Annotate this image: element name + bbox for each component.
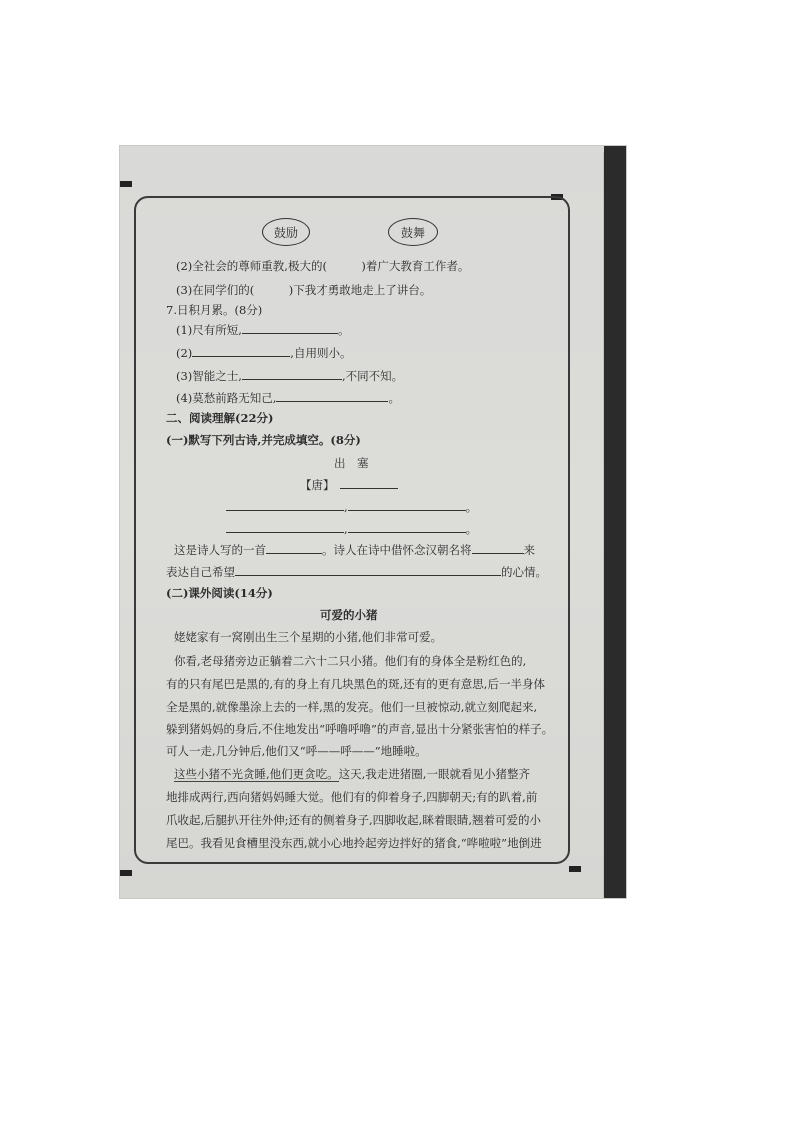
answer-blank[interactable] <box>276 391 388 402</box>
dark-background-edge <box>604 146 626 898</box>
poem-line-1: , 。 <box>226 500 477 514</box>
part-1-title: (一)默写下列古诗,并完成填空。(8分) <box>166 433 361 447</box>
poem-blank[interactable] <box>348 500 466 511</box>
poem-line-2: , 。 <box>226 522 477 536</box>
registration-mark <box>120 870 132 876</box>
story-p2-line: 你看,老母猪旁边正躺着二六十二只小猪。他们有的身体全是粉红色的, <box>174 654 527 668</box>
answer-blank[interactable] <box>192 346 290 357</box>
answer-blank[interactable] <box>242 369 342 380</box>
answer-blank[interactable] <box>472 543 524 554</box>
story-p2-line: 全是黑的,就像墨涂上去的一样,黑的发亮。他们一旦被惊动,就立刻爬起来, <box>166 700 538 714</box>
author-blank[interactable] <box>340 478 398 489</box>
story-p3-line: 地排成两行,西向猪妈妈睡大觉。他们有的仰着身子,四脚朝天;有的趴着,前 <box>166 790 538 804</box>
story-p2-line: 躲到猪妈妈的身后,不住地发出“呼噜呼噜”的声音,显出十分紧张害怕的样子。 <box>166 722 554 736</box>
poem-blank[interactable] <box>348 522 466 533</box>
poem-blank[interactable] <box>226 522 344 533</box>
word-oval-guwu: 鼓舞 <box>388 218 438 246</box>
poem-fill-line-1: 这是诗人写的一首 。诗人在诗中借怀念汉朝名将 来 <box>174 543 535 557</box>
story-p3-line: 尾巴。我看见食槽里没东西,就小心地拎起旁边拌好的猪食,“哗啦啦”地倒进 <box>166 836 542 850</box>
story-title: 可爱的小猪 <box>320 608 378 622</box>
q7-item-2: (2) ,自用则小。 <box>176 346 352 360</box>
q6-sentence-3: (3)在同学们的( )下我才勇敢地走上了讲台。 <box>176 283 432 297</box>
poem-fill-line-2: 表达自己希望 的心情。 <box>166 565 547 579</box>
registration-mark <box>120 181 132 187</box>
poem-title: 出 塞 <box>334 456 369 470</box>
answer-blank[interactable] <box>235 565 501 576</box>
q7-item-3: (3)智能之士, ,不同不知。 <box>176 369 404 383</box>
part-2-title: (二)课外阅读(14分) <box>166 586 273 600</box>
section-2-title: 二、阅读理解(22分) <box>166 411 274 425</box>
q7-item-1: (1)尺有所短, 。 <box>176 323 350 337</box>
poem-author-line: 【唐】 <box>300 478 398 492</box>
answer-blank[interactable] <box>266 543 322 554</box>
story-p2-line: 可人一走,几分钟后,他们又“呼——呼——”地睡啦。 <box>166 744 427 758</box>
story-paragraph-1: 姥姥家有一窝刚出生三个星期的小猪,他们非常可爱。 <box>174 630 443 644</box>
q6-sentence-2: (2)全社会的尊师重教,极大的( )着广大教育工作者。 <box>176 259 470 273</box>
q7-title: 7.日积月累。(8分) <box>166 303 263 317</box>
story-p3-line: 爪收起,后腿扒开往外伸;还有的侧着身子,四脚收起,眯着眼睛,翘着可爱的小 <box>166 813 541 827</box>
story-p2-line: 有的只有尾巴是黑的,有的身上有几块黑色的斑,还有的更有意思,后一半身体 <box>166 677 545 691</box>
registration-mark <box>569 866 581 872</box>
q7-item-4: (4)莫愁前路无知己, 。 <box>176 391 400 405</box>
word-oval-guli: 鼓励 <box>262 218 310 246</box>
poem-blank[interactable] <box>226 500 344 511</box>
story-p3-line: 这些小猪不光贪睡,他们更贪吃。这天,我走进猪圈,一眼就看见小猪整齐 <box>174 767 530 781</box>
underlined-sentence: 这些小猪不光贪睡,他们更贪吃。 <box>174 767 339 781</box>
answer-blank[interactable] <box>242 323 338 334</box>
